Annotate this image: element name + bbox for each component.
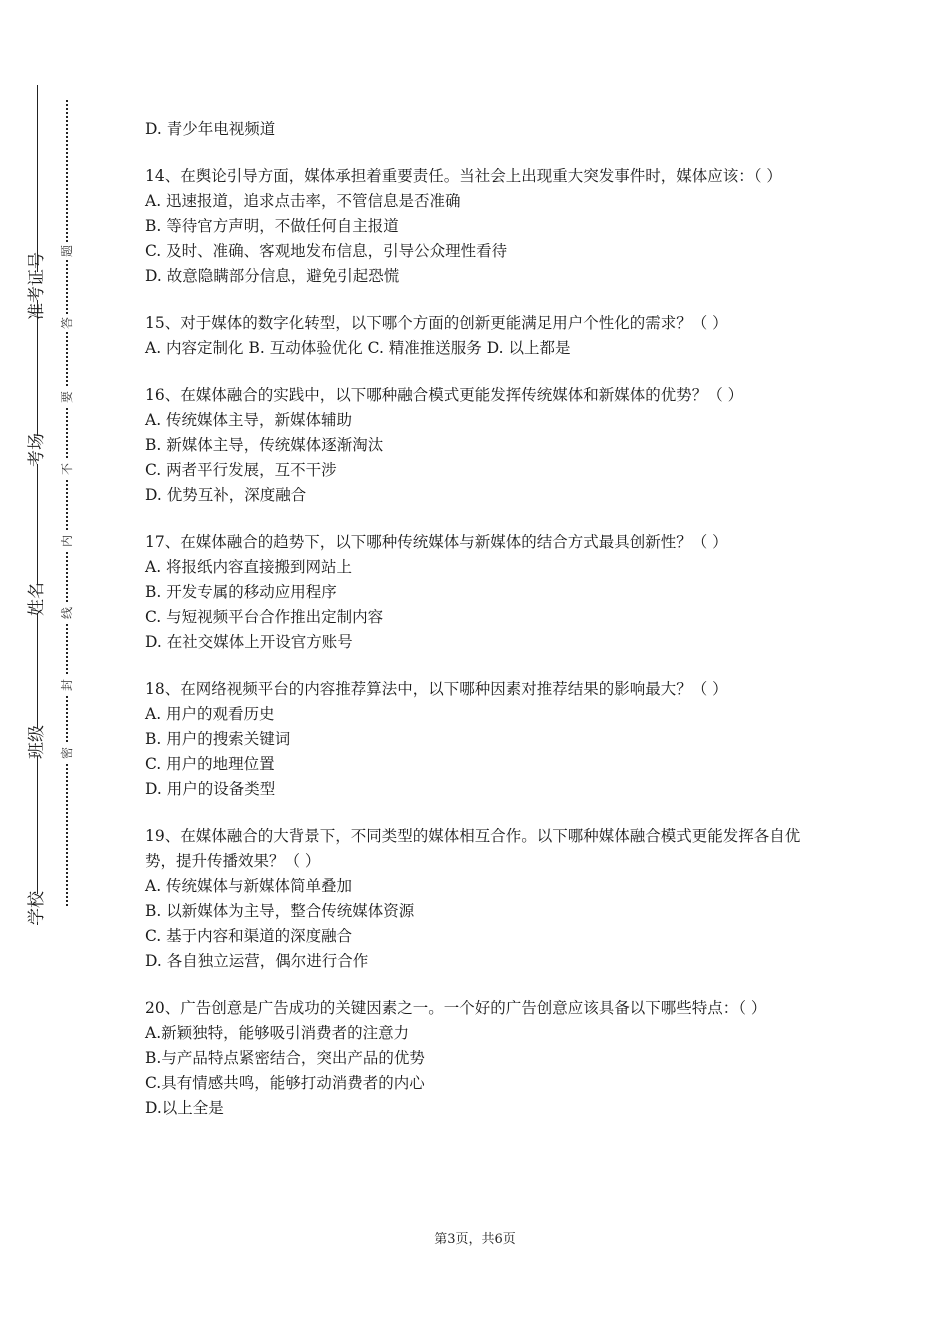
option: C. 两者平行发展，互不干涉 [145, 461, 337, 479]
exam-content [145, 117, 815, 1143]
option: B. 等待官方声明，不做任何自主报道 [145, 217, 399, 235]
field-label-exam-number: 准考证号 [23, 272, 51, 300]
question-text: 14、在舆论引导方面，媒体承担着重要责任。当社会上出现重大突发事件时，媒体应该：（ ） [145, 167, 782, 185]
option: A. 内容定制化 B. 互动体验优化 C. 精准推送服务 D. 以上都是 [145, 339, 571, 357]
option: B. 开发专属的移动应用程序 [145, 583, 337, 601]
option: B. 用户的搜索关键词 [145, 730, 291, 748]
option: C.具有情感共鸣，能够打动消费者的内心 [145, 1074, 425, 1092]
option: B. 以新媒体为主导，整合传统媒体资源 [145, 902, 415, 920]
seal-char: 不 [58, 460, 76, 478]
option: C. 及时、准确、客观地发布信息，引导公众理性看待 [145, 242, 508, 260]
seal-char: 内 [58, 532, 76, 550]
option: D.以上全是 [145, 1099, 224, 1117]
option: B. 新媒体主导，传统媒体逐渐淘汰 [145, 436, 384, 454]
option: D. 用户的设备类型 [145, 780, 276, 798]
option: A. 用户的观看历史 [145, 705, 275, 723]
seal-char: 线 [58, 604, 76, 622]
option: D. 各自独立运营，偶尔进行合作 [145, 952, 369, 970]
question-20 [145, 996, 815, 1121]
question-19 [145, 824, 815, 974]
field-label-class: 班级 [23, 728, 51, 756]
option: D. 故意隐瞒部分信息，避免引起恐慌 [145, 267, 400, 285]
field-label-school: 学校 [23, 894, 51, 922]
seal-char: 封 [58, 676, 76, 694]
question-text: 15、对于媒体的数字化转型，以下哪个方面的创新更能满足用户个性化的需求？（ ） [145, 314, 728, 332]
field-label-exam-room: 考场 [23, 436, 51, 464]
question-text: 20、广告创意是广告成功的关键因素之一。一个好的广告创意应该具备以下哪些特点：（ ） [145, 999, 767, 1017]
question-text: 17、在媒体融合的趋势下，以下哪种传统媒体与新媒体的结合方式最具创新性？（ ） [145, 533, 728, 551]
seal-char: 答 [58, 314, 76, 332]
question-text: 19、在媒体融合的大背景下，不同类型的媒体相互合作。以下哪种媒体融合模式更能发挥各自优势，提升传播效果？（ ） [145, 827, 801, 870]
option: A. 传统媒体主导，新媒体辅助 [145, 411, 353, 429]
option: A. 迅速报道，追求点击率，不管信息是否准确 [145, 192, 461, 210]
page-number: 第3页，共6页 [434, 1232, 516, 1247]
option: A. 将报纸内容直接搬到网站上 [145, 558, 353, 576]
option: D. 优势互补，深度融合 [145, 486, 307, 504]
question-text: 18、在网络视频平台的内容推荐算法中，以下哪种因素对推荐结果的影响最大？（ ） [145, 680, 728, 698]
option: B.与产品特点紧密结合，突出产品的优势 [145, 1049, 425, 1067]
question-16 [145, 383, 815, 508]
question-text: 16、在媒体融合的实践中，以下哪种融合模式更能发挥传统媒体和新媒体的优势？（ ） [145, 386, 744, 404]
seal-char: 要 [58, 388, 76, 406]
question-18 [145, 677, 815, 802]
question-17 [145, 530, 815, 655]
seal-char: 密 [58, 744, 76, 762]
seal-dotted-line [66, 100, 68, 906]
binding-solid-line [37, 85, 38, 925]
question-13-tail [145, 117, 815, 142]
option: C. 基于内容和渠道的深度融合 [145, 927, 353, 945]
option: A. 传统媒体与新媒体简单叠加 [145, 877, 353, 895]
option: A.新颖独特，能够吸引消费者的注意力 [145, 1024, 410, 1042]
option: C. 与短视频平台合作推出定制内容 [145, 608, 384, 626]
field-label-name: 姓名 [23, 585, 51, 613]
option: D. 青少年电视频道 [145, 120, 276, 138]
seal-char: 题 [58, 242, 76, 260]
question-14 [145, 164, 815, 289]
question-15 [145, 311, 815, 361]
option: C. 用户的地理位置 [145, 755, 275, 773]
option: D. 在社交媒体上开设官方账号 [145, 633, 353, 651]
binding-margin [0, 0, 120, 1344]
